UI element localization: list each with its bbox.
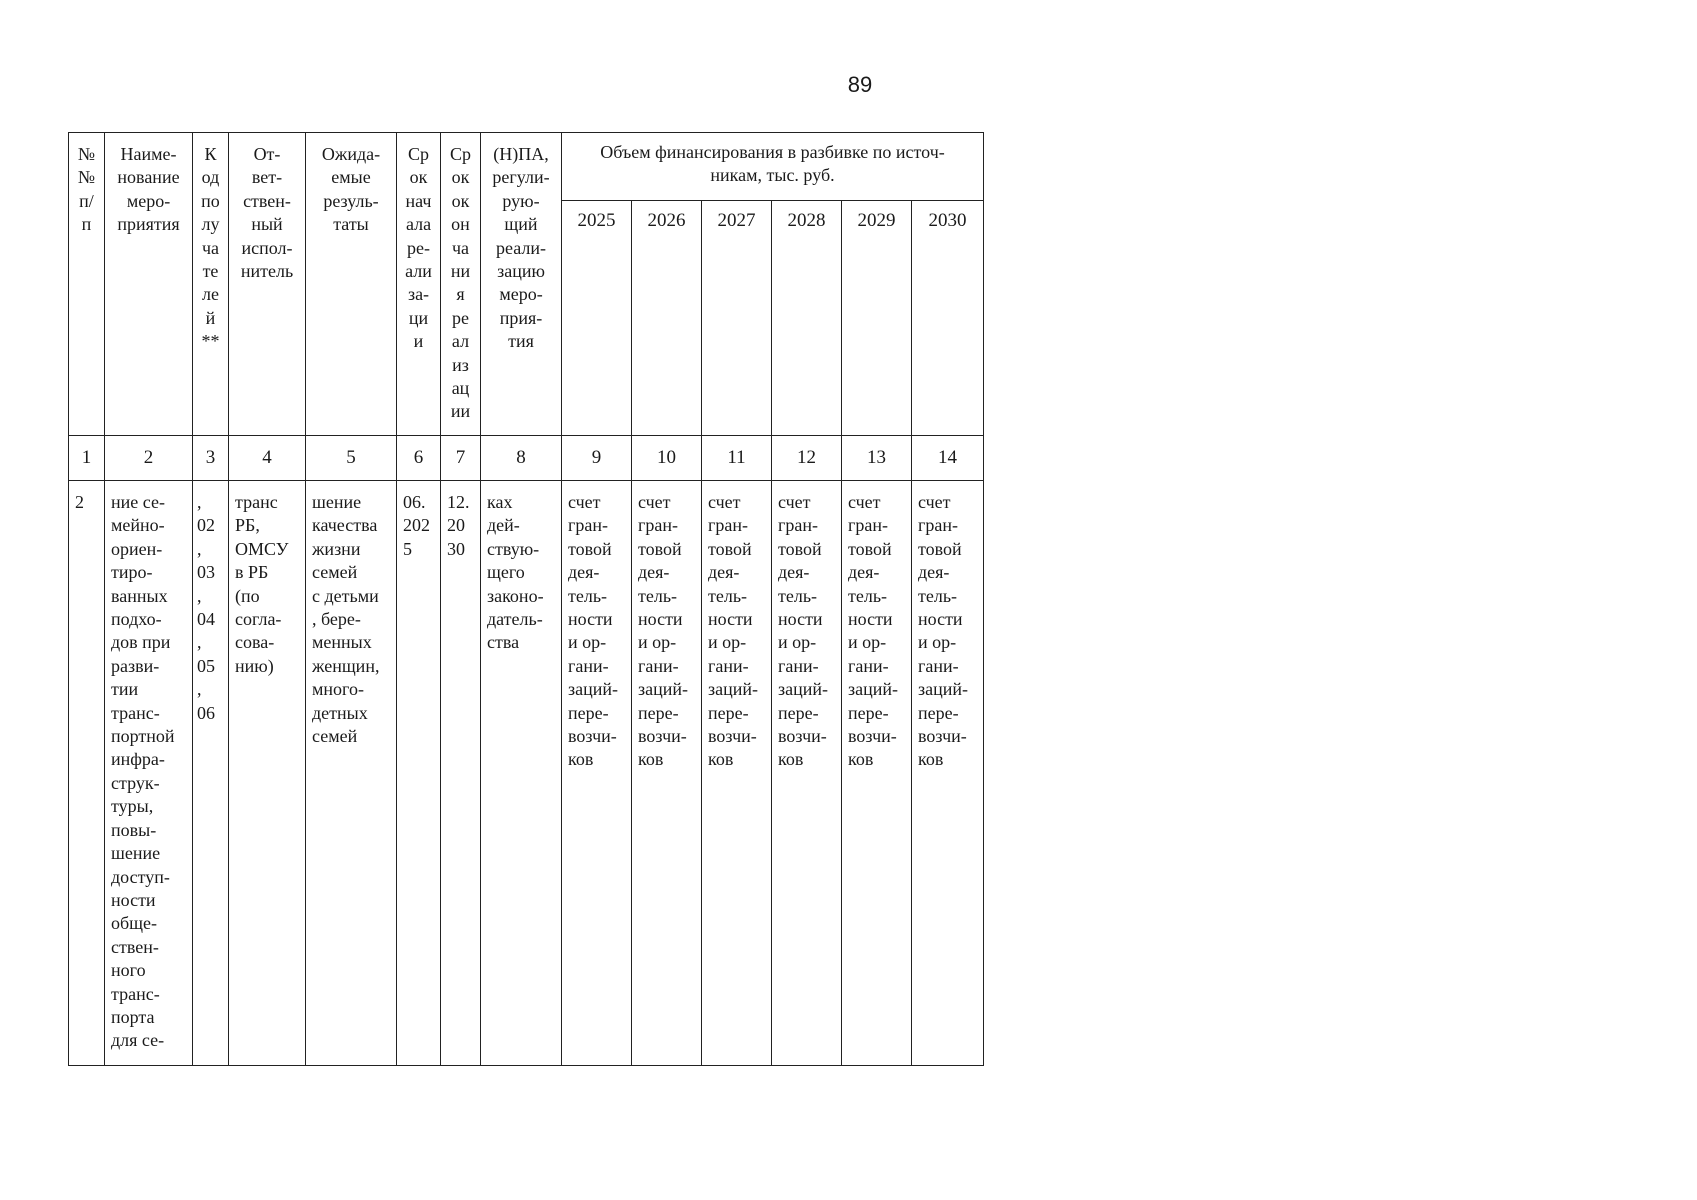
header-start-date: Ср ок нач ала ре- али за- ци и <box>397 133 441 436</box>
column-numbers-row <box>69 436 984 481</box>
header-expected-results: Ожида- емые резуль- таты <box>306 133 397 436</box>
cell-responsible-executor: транс РБ, ОМСУ в РБ (по согла- сова- нию) <box>229 481 306 1066</box>
header-end-date: Ср ок ок он ча ни я ре ал из ац ии <box>441 133 481 436</box>
column-number: 4 <box>229 436 306 481</box>
activities-table <box>68 132 984 1066</box>
cell-financing-2026: счет гран- товой дея- тель- ности и ор- гани- заций- пере- возчи- ков <box>632 481 702 1066</box>
cell-financing-2025: счет гран- товой дея- тель- ности и ор- гани- заций- пере- возчи- ков <box>562 481 632 1066</box>
column-number: 3 <box>193 436 229 481</box>
column-number: 13 <box>842 436 912 481</box>
column-number: 10 <box>632 436 702 481</box>
header-row-number: № № п/ п <box>69 133 105 436</box>
cell-end-date: 12. 20 30 <box>441 481 481 1066</box>
table-row <box>69 481 984 1066</box>
column-number: 7 <box>441 436 481 481</box>
header-activity-name: Наиме- нование меро- приятия <box>105 133 193 436</box>
page-number: 89 <box>847 72 873 97</box>
column-number: 14 <box>912 436 984 481</box>
header-financing-volume: Объем финансирования в разбивке по источ- никам, тыс. руб. <box>562 133 984 201</box>
column-number: 11 <box>702 436 772 481</box>
cell-activity-name: ние се- мейно- ориен- тиро- ванных подхо- дов при разви- тии транс- портной инфра- струк- туры, повы- шение доступ- ности обще- ствен- ного транс- порта для се- <box>105 481 193 1066</box>
column-number: 8 <box>481 436 562 481</box>
cell-financing-2028: счет гран- товой дея- тель- ности и ор- гани- заций- пере- возчи- ков <box>772 481 842 1066</box>
header-recipient-code: К од по лу ча те ле й ** <box>193 133 229 436</box>
header-year-2026: 2026 <box>632 201 702 436</box>
column-number: 9 <box>562 436 632 481</box>
cell-regulatory-acts: ках дей- ствую- щего законо- датель- ства <box>481 481 562 1066</box>
column-number: 2 <box>105 436 193 481</box>
cell-financing-2029: счет гран- товой дея- тель- ности и ор- гани- заций- пере- возчи- ков <box>842 481 912 1066</box>
cell-financing-2030: счет гран- товой дея- тель- ности и ор- гани- заций- пере- возчи- ков <box>912 481 984 1066</box>
cell-recipient-code: , 02 , 03 , 04 , 05 , 06 <box>193 481 229 1066</box>
header-year-2025: 2025 <box>562 201 632 436</box>
header-year-2027: 2027 <box>702 201 772 436</box>
column-number: 5 <box>306 436 397 481</box>
cell-expected-results: шение качества жизни семей с детьми , бере- менных женщин, много- детных семей <box>306 481 397 1066</box>
header-year-2028: 2028 <box>772 201 842 436</box>
cell-row-number: 2 <box>69 481 105 1066</box>
column-number: 1 <box>69 436 105 481</box>
column-number: 12 <box>772 436 842 481</box>
cell-start-date: 06. 202 5 <box>397 481 441 1066</box>
header-year-2029: 2029 <box>842 201 912 436</box>
column-number: 6 <box>397 436 441 481</box>
cell-financing-2027: счет гран- товой дея- тель- ности и ор- гани- заций- пере- возчи- ков <box>702 481 772 1066</box>
header-responsible-executor: От- вет- ствен- ный испол- нитель <box>229 133 306 436</box>
header-regulatory-acts: (Н)ПА, регули- рую- щий реали- зацию меро- прия- тия <box>481 133 562 436</box>
header-year-2030: 2030 <box>912 201 984 436</box>
